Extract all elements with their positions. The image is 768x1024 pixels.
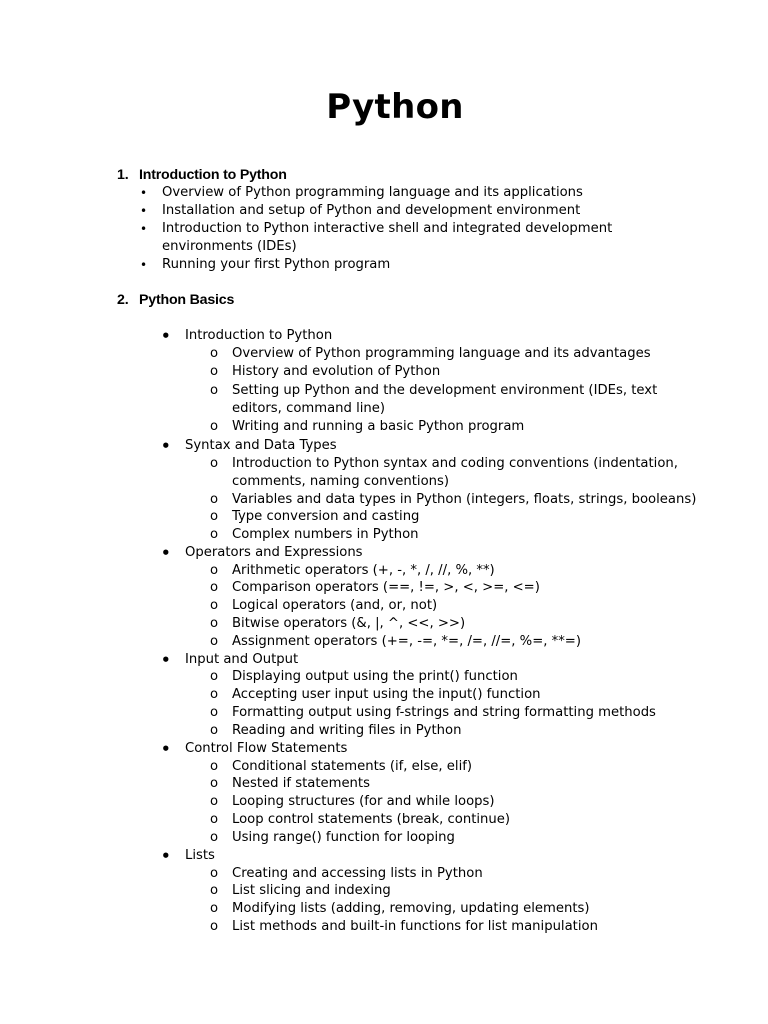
list-item: • Introduction to Python interactive shell and integrated development — [162, 220, 612, 238]
subtopic-item: o History and evolution of Python — [232, 363, 440, 381]
section-heading-text: Python Basics — [139, 292, 235, 308]
subtopic-item: o Looping structures (for and while loops) — [232, 793, 495, 811]
subtopic-continuation: comments, naming conventions) — [232, 474, 450, 489]
topic-item: • Operators and Expressions — [185, 544, 363, 562]
subtopic-item: o Introduction to Python syntax and coding conventions (indentation, — [232, 455, 678, 473]
subtopic-item: o Comparison operators (==, !=, >, <, >=, <=) — [232, 579, 540, 597]
subtopic-item: o Writing and running a basic Python program — [232, 418, 524, 436]
subtopic-item: o Modifying lists (adding, removing, updating elements) — [232, 900, 590, 918]
page-title: Python — [326, 87, 464, 127]
subtopic-item: o Conditional statements (if, else, elif) — [232, 758, 472, 776]
list-item-continuation: environments (IDEs) — [162, 239, 297, 254]
subtopic-item: o Arithmetic operators (+, -, *, /, //, %, **) — [232, 562, 495, 580]
section-number: 2. — [117, 292, 129, 308]
topic-item: • Control Flow Statements — [185, 740, 347, 758]
topic-item: • Input and Output — [185, 651, 298, 669]
list-item: • Installation and setup of Python and development environment — [162, 202, 580, 220]
subtopic-item: o Overview of Python programming language and its advantages — [232, 345, 651, 363]
section-number: 1. — [117, 167, 129, 183]
subtopic-item: o Creating and accessing lists in Python — [232, 865, 483, 883]
list-item: • Overview of Python programming language and its applications — [162, 184, 583, 202]
list-item: • Running your first Python program — [162, 256, 390, 274]
section-heading-text: Introduction to Python — [139, 167, 287, 183]
subtopic-item: o Assignment operators (+=, -=, *=, /=, //=, %=, **=) — [232, 633, 581, 651]
subtopic-item: o Loop control statements (break, continue) — [232, 811, 510, 829]
section-heading — [117, 166, 287, 184]
topic-item: • Lists — [185, 847, 215, 865]
subtopic-item: o Displaying output using the print() function — [232, 668, 518, 686]
subtopic-item: o Setting up Python and the development environment (IDEs, text — [232, 382, 657, 400]
topic-item: • Syntax and Data Types — [185, 437, 337, 455]
subtopic-item: o Type conversion and casting — [232, 508, 419, 526]
subtopic-item: o Using range() function for looping — [232, 829, 455, 847]
section-heading — [117, 291, 234, 309]
subtopic-item: o List methods and built-in functions for list manipulation — [232, 918, 598, 936]
subtopic-item: o List slicing and indexing — [232, 882, 391, 900]
subtopic-item: o Reading and writing files in Python — [232, 722, 461, 740]
subtopic-item: o Formatting output using f-strings and string formatting methods — [232, 704, 656, 722]
subtopic-item: o Variables and data types in Python (integers, floats, strings, booleans) — [232, 491, 696, 509]
subtopic-item: o Accepting user input using the input() function — [232, 686, 541, 704]
subtopic-item: o Logical operators (and, or, not) — [232, 597, 437, 615]
topic-item: • Introduction to Python — [185, 327, 332, 345]
subtopic-continuation: editors, command line) — [232, 401, 386, 416]
subtopic-item: o Complex numbers in Python — [232, 526, 419, 544]
subtopic-item: o Bitwise operators (&, |, ^, <<, >>) — [232, 615, 465, 633]
subtopic-item: o Nested if statements — [232, 775, 370, 793]
